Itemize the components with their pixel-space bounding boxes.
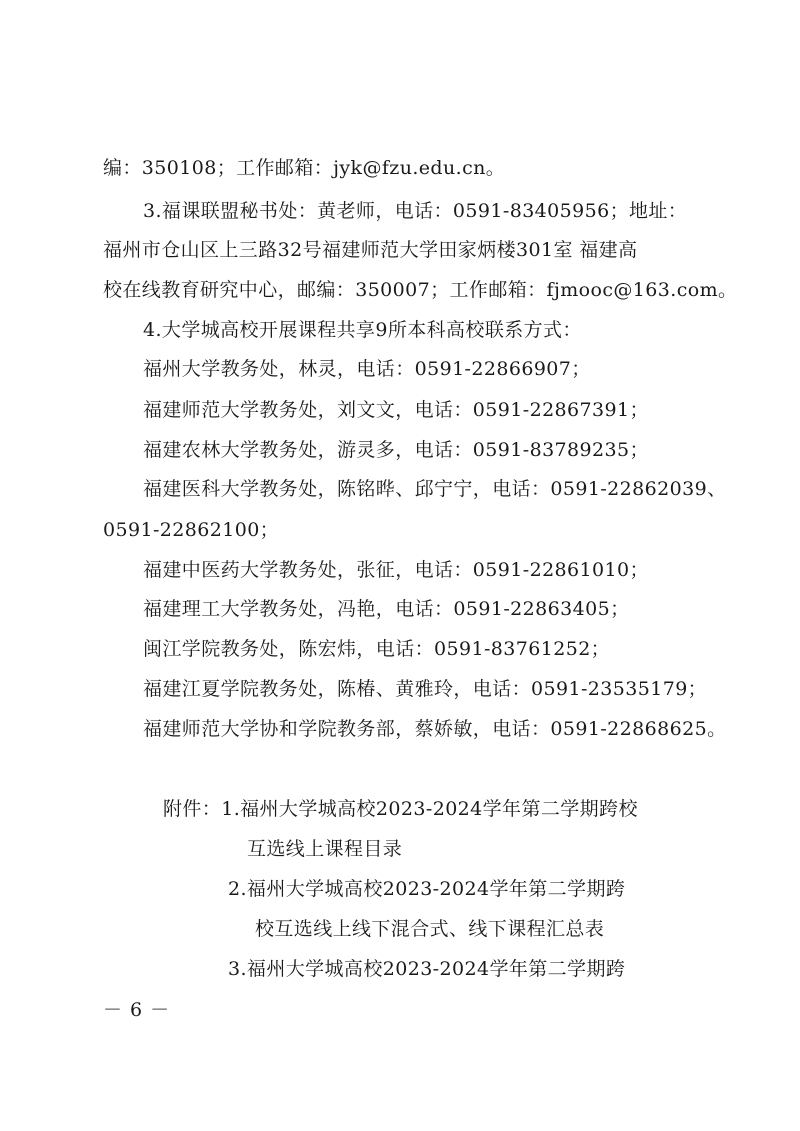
text-line-11: 福建中医药大学教务处，张征，电话：0591-22861010； <box>143 559 649 581</box>
text-line-15: 福建师范大学协和学院教务部，蔡娇敏，电话：0591-22868625。 <box>143 718 727 740</box>
text-line-3: 福州市仓山区上三路32号福建师范大学田家炳楼301室 福建高 <box>103 239 638 261</box>
text-line-9: 福建医科大学教务处，陈铭晔、邱宁宁，电话：0591-22862039、 <box>143 478 727 500</box>
text-line-10: 0591-22862100； <box>103 519 280 541</box>
text-line-14: 福建江夏学院教务处，陈椿、黄雅玲，电话：0591-23535179； <box>143 678 708 700</box>
text-line-2: 3.福课联盟秘书处：黄老师，电话：0591-83405956；地址： <box>143 200 688 222</box>
text-line-13: 闽江学院教务处，陈宏炜，电话：0591-83761252； <box>143 638 611 660</box>
text-line-12: 福建理工大学教务处，冯艳，电话：0591-22863405； <box>143 598 630 620</box>
page-number: － 6 － <box>103 999 171 1021</box>
text-line-7: 福建师范大学教务处，刘文文，电话：0591-22867391； <box>143 399 649 421</box>
attachment-line-2: 互选线上课程目录 <box>247 838 403 860</box>
text-line-4: 校在线教育研究中心，邮编：350007；工作邮箱：fjmooc@163.com。 <box>103 279 738 301</box>
text-line-6: 福州大学教务处，林灵，电话：0591-22866907； <box>143 358 591 380</box>
text-line-5: 4.大学城高校开展课程共享9所本科高校联系方式： <box>143 319 582 341</box>
attachment-line-1: 附件：1.福州大学城高校2023-2024学年第二学期跨校 <box>163 798 638 820</box>
attachment-line-4: 校互选线上线下混合式、线下课程汇总表 <box>255 918 605 940</box>
text-line-8: 福建农林大学教务处，游灵多，电话：0591-83789235； <box>143 439 649 461</box>
attachment-line-5: 3.福州大学城高校2023-2024学年第二学期跨 <box>228 958 626 980</box>
text-line-1: 编：350108；工作邮箱：jyk@fzu.edu.cn。 <box>103 157 506 179</box>
attachment-line-3: 2.福州大学城高校2023-2024学年第二学期跨 <box>228 878 626 900</box>
